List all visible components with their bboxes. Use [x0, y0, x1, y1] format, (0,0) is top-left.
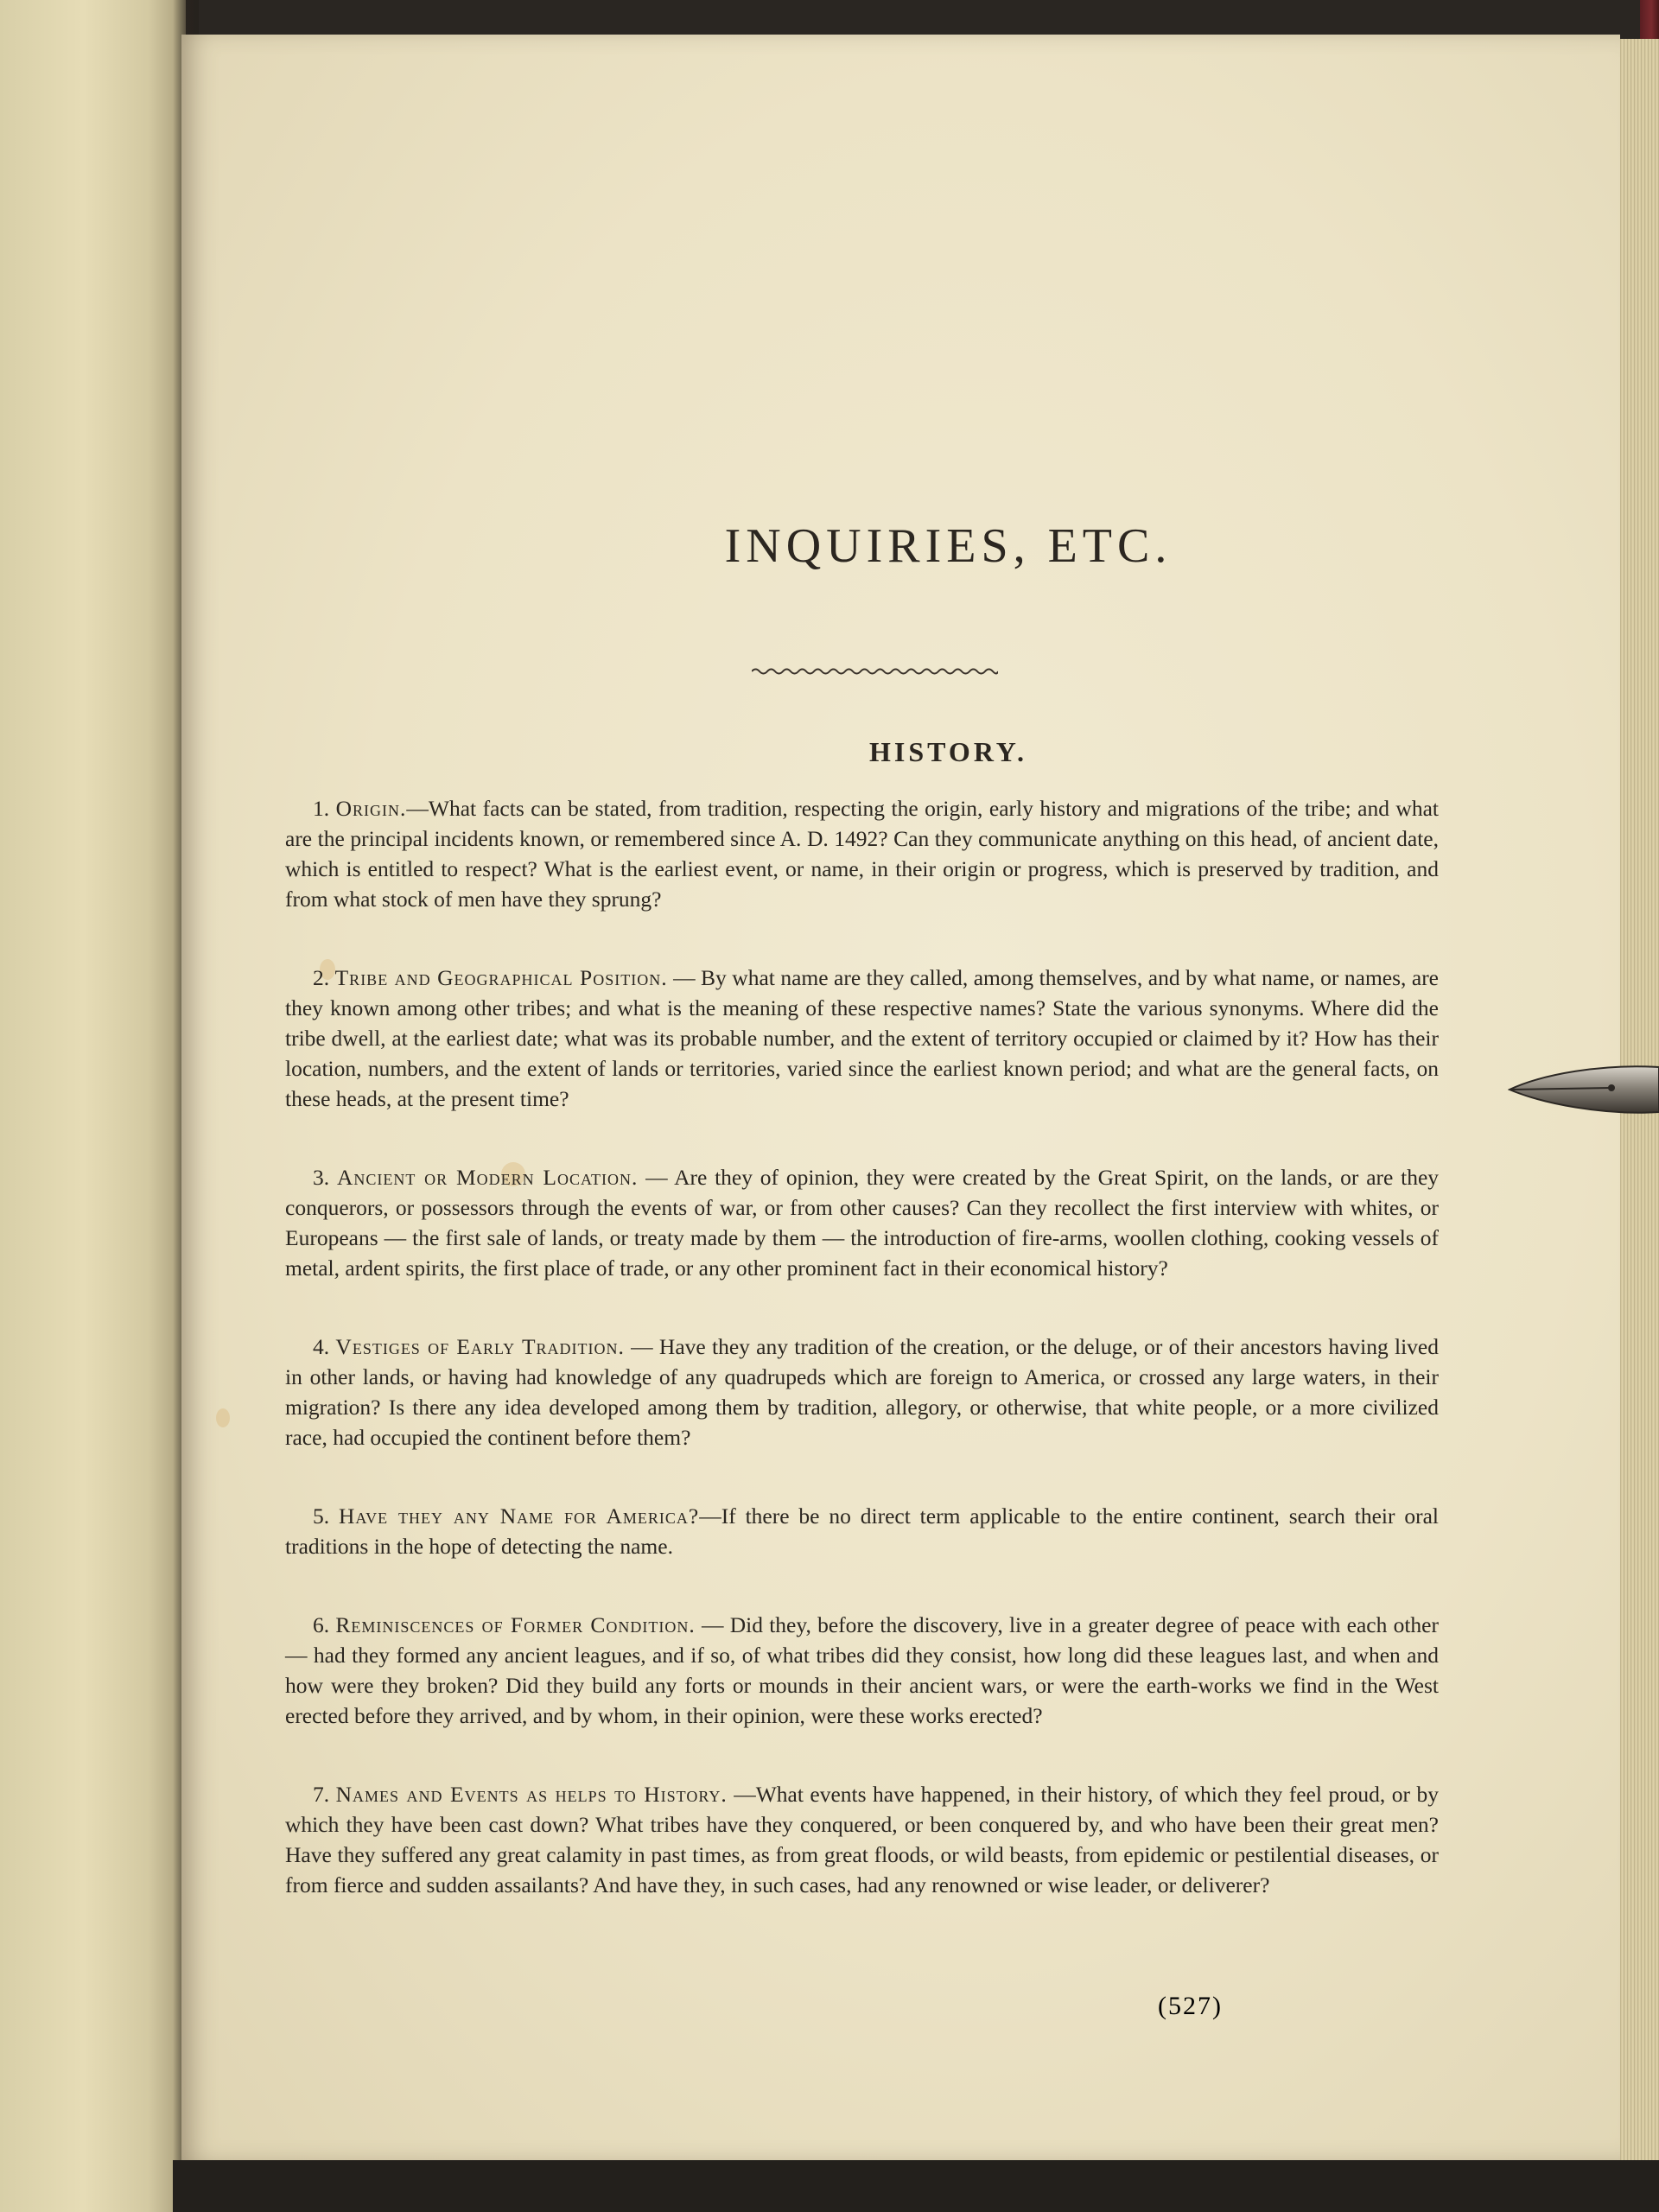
entry-heading: Vestiges of Early Tradition.: [335, 1334, 625, 1359]
entry-number: 7.: [313, 1782, 330, 1807]
entry-body: —What facts can be stated, from tradition, respecting the origin, early history and migrations of the tribe; and what are the principal incidents known, or remembered since A. D. 1492? Can they communicate anything on this head, of ancient date, which is entitled to respect? What is the earliest event, or name, in their origin or progress, which is preserved by tradition, and from what stock of men have they sprung?: [285, 796, 1439, 912]
list-item: [285, 1332, 1439, 1452]
entry-heading: Origin.: [335, 796, 407, 821]
entry-number: 4.: [313, 1334, 330, 1359]
page-number: (527): [1158, 1992, 1223, 2020]
entry-number: 2.: [313, 965, 330, 990]
pen-nib-icon: [1508, 1058, 1659, 1119]
entry-number: 1.: [313, 796, 330, 821]
table-surface: [173, 2160, 1659, 2212]
section-heading: HISTORY.: [869, 736, 1027, 767]
foxing-stain: [216, 1408, 230, 1427]
entry-body: —If there be no direct term applicable to the entire continent, search their oral traditions in the hope of detecting the name.: [285, 1503, 1439, 1559]
inquiry-list: [233, 793, 1439, 1948]
entry-number: 3.: [313, 1165, 330, 1190]
entry-body: — Are they of opinion, they were created by the Great Spirit, on the lands, or are they conquerors, or possessors through the events of war, or from other causes? Can they recollect the first interview with whites, or Europeans — the first sale of lands, or treaty made by them — the introduction of fire-arms, woollen clothing, cooking vessels of metal, ardent spirits, the first place of trade, or any other prominent fact in their economical history?: [285, 1165, 1440, 1281]
entry-heading: Names and Events as helps to History.: [335, 1782, 728, 1807]
list-item: [285, 963, 1439, 1114]
entry-number: 6.: [313, 1612, 330, 1637]
book-page: [181, 35, 1620, 2160]
list-item: [285, 1501, 1439, 1561]
list-item: [285, 793, 1439, 914]
entry-heading: Ancient or Modern Location.: [336, 1165, 639, 1190]
list-item: [285, 1610, 1439, 1731]
entry-heading: Reminiscences of Former Condition.: [335, 1612, 696, 1637]
entry-number: 5.: [313, 1503, 330, 1529]
page-title: INQUIRIES, ETC.: [724, 519, 1173, 573]
left-facing-page: [0, 0, 186, 2212]
entry-body: — By what name are they called, among themselves, and by what name, or names, are they known among other tribes; and what is the meaning of these respective names? State the various synonyms. Where did the tribe dwell, at the earliest date; what was its probable number, and the extent of territory occupied or claimed by it? How has their location, numbers, and the extent of lands or territories, varied since the earliest known period; and what are the general facts, on these heads, at the present time?: [285, 965, 1440, 1111]
entry-body: —What events have happened, in their history, of which they feel proud, or by which they have been cast down? What tribes have they conquered, or been conquered by, and who have been their great men? Have they suffered any great calamity in past times, as from great floods, or wild beasts, from epidemic or pestilential diseases, or from fierce and sudden assailants? And have they, in such cases, had any renowned or wise leader, or deliverer?: [285, 1782, 1440, 1897]
entry-body: — Did they, before the discovery, live in a greater degree of peace with each other — had they formed any ancient leagues, and if so, of what tribes did they consist, how long did these leagues last, and when and how were they broken? Did they build any forts or mounds in their ancient wars, or were the earth-works we find in the West erected before they arrived, and by whom, in their opinion, were these works erected?: [285, 1612, 1439, 1728]
list-item: [285, 1162, 1439, 1283]
entry-heading: Tribe and Geographical Position.: [334, 965, 668, 990]
entry-heading: Have they any Name for America?: [339, 1503, 700, 1529]
wavy-rule-ornament: [752, 665, 998, 677]
entry-body: — Have they any tradition of the creation, or the deluge, or of their ancestors having lived in other lands, or having had knowledge of any quadrupeds which are foreign to America, or crossed any large waters, in their migration? Is there any idea developed among them by tradition, allegory, or otherwise, that white people, or a more civilized race, had occupied the continent before them?: [285, 1334, 1439, 1450]
list-item: [285, 1779, 1439, 1900]
